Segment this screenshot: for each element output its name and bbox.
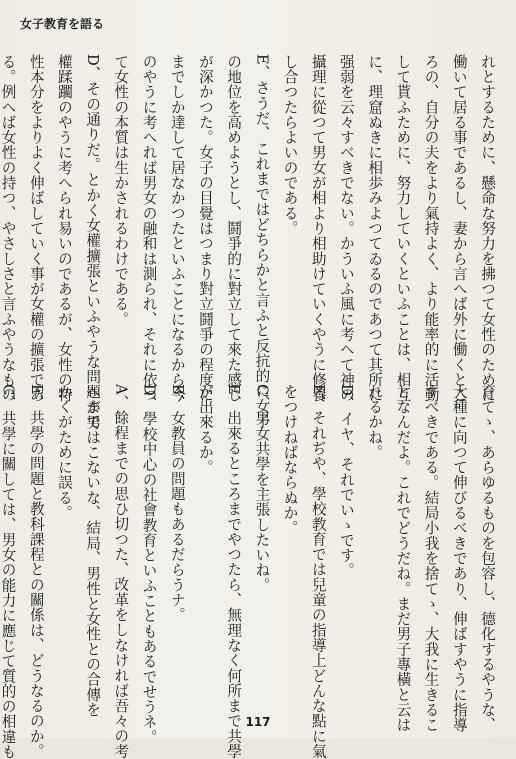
text-column: A、餘程までの思ひ切つた、改革をしなければ吾々の考 xyxy=(112,384,130,759)
text-column: の地位を高めようとし、鬪爭的に對立して來た感じ xyxy=(225,54,243,403)
text-column: が出來るか。 xyxy=(196,384,214,475)
running-header: 女子教育を語る xyxy=(20,17,105,31)
text-column: し合つたらよいのである。 xyxy=(281,54,299,236)
text-column: すべきである。結局小我を捨てゝ、大我に生きるこ xyxy=(422,384,440,733)
text-column: までしか達して居なかつたといふことになるから今 xyxy=(168,54,186,403)
text-column: ろの、自分の夫をより氣持よく、より能率的に活動 xyxy=(422,54,440,403)
text-column: 大種に向つて伸びるべきであり、伸ばすやうに指導 xyxy=(450,384,468,733)
text-column: のやうに考へれば男女の融和は測られ、それに依つ xyxy=(140,54,158,403)
text-column: る。例へば女性の持つ、やさしさと言ふやうなもの xyxy=(0,54,17,403)
text-column: 育てゝ、あらゆるものを包容し、德化するやうな、 xyxy=(479,384,496,733)
text-column: D、學校中心の社會教育といふこともあるでせうネ。 xyxy=(140,384,158,745)
text-column: となんだよ。これでどうだね。まだ男子專橫と云は xyxy=(394,384,412,733)
text-column: D、その通りだ。とかく女權擴張といふやうな問題が男 xyxy=(84,54,102,430)
text-column: C、共學に關しては、男女の能力に應じて質的の相違も xyxy=(0,384,17,759)
text-column: へまではこないな、結局、男性と女性との合傳を xyxy=(84,384,102,718)
text-column: E、それぢや、學校教育では兒童の指導上どんな點に氣 xyxy=(309,384,327,759)
text-column: 强弱を云々すべきでない。かういふ風に考へて神の xyxy=(337,54,355,403)
text-column: D、イヤ、それでいゝです。 xyxy=(337,384,355,579)
text-column: E、出來るところまでやつたら、無理なく何所まで共學 xyxy=(225,384,243,759)
text-column: れるかね。 xyxy=(366,384,384,460)
text-column: て女性の本質は生かされるわけである。 xyxy=(112,54,130,327)
text-column: が深かつた。女子の目覺はつまり對立鬪爭の程度に xyxy=(196,54,214,403)
text-column: B、女教員の問題もあるだらうナ。 xyxy=(168,384,186,623)
text-column: をつけねばならぬか。 xyxy=(281,384,299,536)
text-column: 性本分をよりよく伸ばしていく事が女權の擴張であ xyxy=(27,54,45,403)
text-column: に、理窟ぬきに相歩みよつてゐるのであつて其所に xyxy=(366,54,384,403)
text-column: して貰ふために、努力していくといふことは、相互 xyxy=(394,54,412,403)
text-column: E、さうだ、これまではどちらかと言ふと反抗的に女子 xyxy=(253,54,271,429)
text-column: れとするために、懸命な努力を拂つて女性のために xyxy=(479,54,496,403)
text-column: E、共學の問題と教科課程との關係は、どうなるのか。 xyxy=(27,384,45,759)
page-number: 117 xyxy=(245,715,271,729)
text-column: C、男女共學を主張したいね。 xyxy=(253,384,271,593)
text-column: 働いて居る事であるし、妻から言へば外に働くとこ xyxy=(450,54,468,403)
text-column: 攝理に從つて男女が相より相助けていくやうに修養 xyxy=(309,54,327,403)
text-column: かくがために誤る。 xyxy=(55,384,73,521)
text-column: 權蹂躙のやうに考へられ易いのであるが、女性の特 xyxy=(55,54,73,403)
